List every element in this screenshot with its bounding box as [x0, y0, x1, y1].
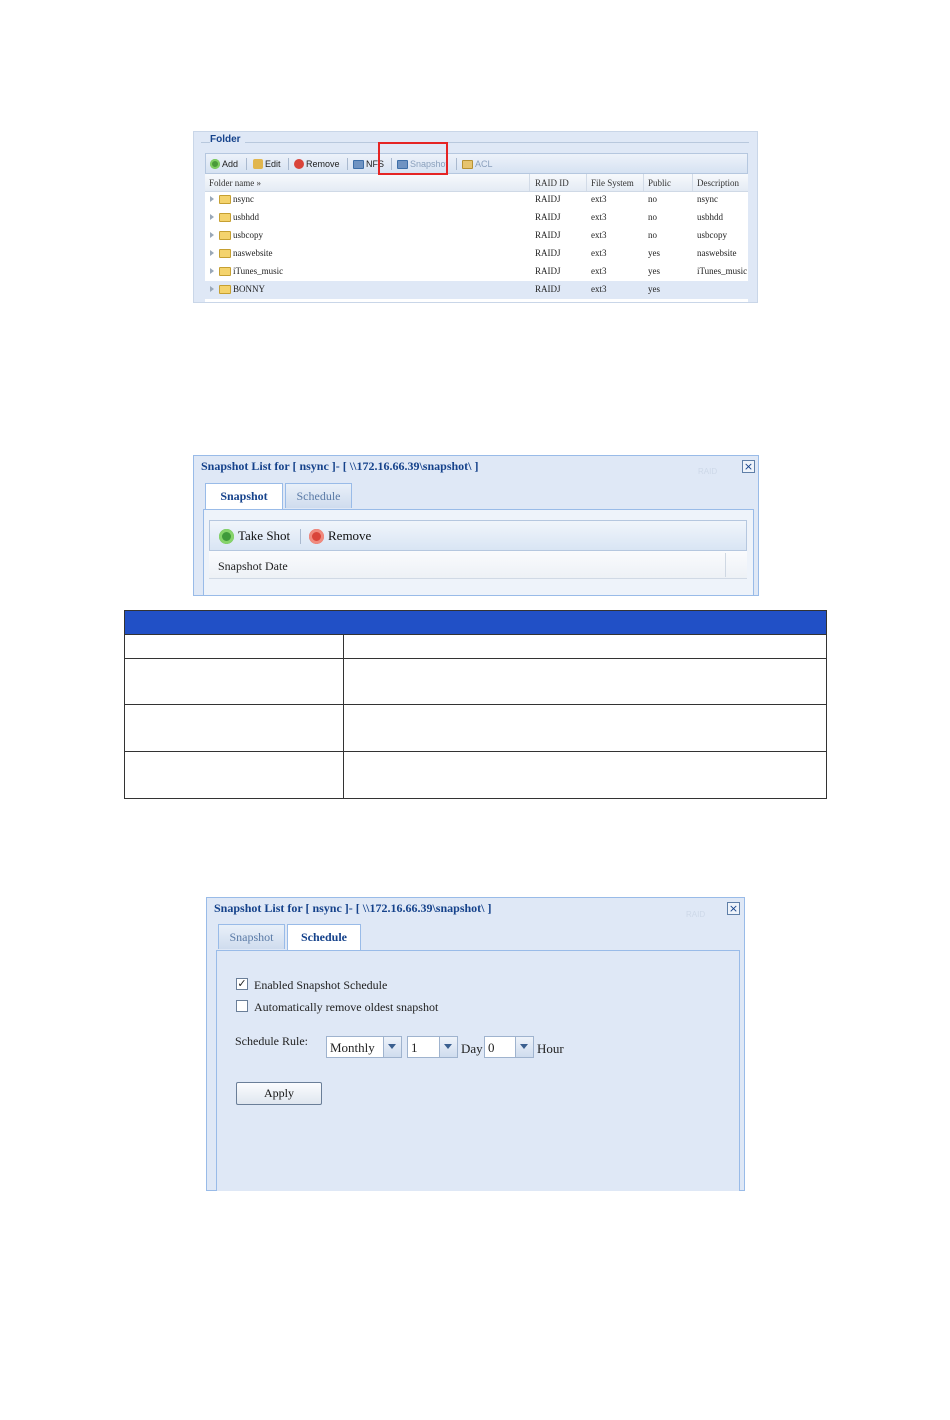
add-button[interactable] — [210, 157, 238, 171]
table-column-rule — [343, 634, 344, 798]
expand-arrow-icon[interactable] — [210, 268, 214, 274]
acl-button[interactable] — [462, 157, 493, 171]
expand-arrow-icon[interactable] — [210, 232, 214, 238]
remove-icon — [294, 159, 304, 169]
remove-icon — [309, 529, 324, 544]
folder-toolbar — [205, 153, 748, 174]
file-system: ext3 — [591, 230, 607, 240]
public: no — [648, 194, 657, 204]
snapshot-label: Snapshot — [410, 159, 449, 169]
file-system: ext3 — [591, 248, 607, 258]
add-label: Add — [222, 159, 239, 169]
hour-label: Hour — [537, 1041, 564, 1056]
remove-label: Remove — [306, 159, 340, 169]
folder-panel-title: Folder — [210, 134, 245, 145]
column-divider — [586, 174, 587, 191]
tab-schedule[interactable]: Schedule — [285, 483, 352, 508]
column-divider — [692, 174, 693, 191]
chevron-down-icon[interactable] — [439, 1037, 457, 1057]
remove-button[interactable] — [294, 157, 340, 171]
file-system: ext3 — [591, 212, 607, 222]
folder-row[interactable] — [205, 191, 748, 209]
folder-icon — [219, 213, 231, 222]
add-icon — [219, 529, 234, 544]
column-header-raid-id[interactable]: RAID ID — [535, 178, 569, 188]
edit-icon — [253, 159, 263, 169]
close-icon[interactable]: × — [728, 902, 739, 915]
ghost-text: RAID — [686, 910, 706, 919]
chevron-down-icon[interactable] — [383, 1037, 401, 1057]
ghost-text: RAID — [698, 467, 718, 476]
folder-icon — [219, 285, 231, 294]
nfs-icon — [353, 160, 364, 169]
acl-label: ACL — [475, 159, 493, 169]
folder-name: BONNY — [233, 284, 266, 294]
period-select[interactable] — [326, 1036, 402, 1058]
public: yes — [648, 284, 660, 294]
tab-strip — [216, 924, 740, 951]
auto-remove-label: Automatically remove oldest snapshot — [254, 1000, 439, 1014]
nfs-label: NFS — [366, 159, 384, 169]
folder-name: nsync — [233, 194, 254, 204]
description: nsync — [697, 194, 718, 204]
table-rule — [124, 704, 827, 705]
enable-schedule-checkbox[interactable]: ✓ — [237, 977, 247, 990]
tab-snapshot[interactable]: Snapshot — [218, 924, 285, 949]
snapshot-grid-header — [209, 551, 747, 579]
period-value: Monthly — [330, 1040, 375, 1055]
column-header-public[interactable]: Public — [648, 178, 672, 188]
chevron-down-icon[interactable] — [515, 1037, 533, 1057]
column-header-snapshot-date[interactable]: Snapshot Date — [218, 559, 288, 573]
expand-arrow-icon[interactable] — [210, 286, 214, 292]
toolbar-separator — [456, 158, 457, 170]
table-rule — [124, 634, 827, 635]
folder-name: usbcopy — [233, 230, 263, 240]
window-title: Snapshot List for [ nsync ]- [ \\172.16.66.39\snapshot\ ] — [214, 901, 492, 915]
folder-icon — [219, 249, 231, 258]
toolbar-separator — [288, 158, 289, 170]
public: yes — [648, 266, 660, 276]
file-system: ext3 — [591, 194, 607, 204]
raid-id: RAIDJ — [535, 248, 561, 258]
description: naswebsite — [697, 248, 737, 258]
enable-schedule-label: Enabled Snapshot Schedule — [254, 978, 388, 992]
close-icon[interactable]: × — [743, 460, 754, 473]
table-rule — [124, 751, 827, 752]
folder-row[interactable] — [205, 245, 748, 263]
folder-row[interactable] — [205, 263, 748, 281]
day-value: 1 — [411, 1040, 418, 1055]
toolbar-separator — [300, 529, 301, 544]
public: no — [648, 230, 657, 240]
raid-id: RAIDJ — [535, 284, 561, 294]
tab-snapshot[interactable]: Snapshot — [205, 483, 283, 509]
day-select[interactable] — [407, 1036, 458, 1058]
auto-remove-checkbox[interactable] — [236, 1000, 248, 1012]
folder-row[interactable] — [205, 209, 748, 227]
column-header-file-system[interactable]: File System — [591, 178, 634, 188]
raid-id: RAIDJ — [535, 194, 561, 204]
schedule-rule-label: Schedule Rule: — [235, 1034, 308, 1048]
day-label: Day — [461, 1041, 483, 1056]
column-header-folder-name[interactable]: Folder name » — [209, 178, 261, 188]
file-system: ext3 — [591, 266, 607, 276]
take-shot-label: Take Shot — [238, 528, 291, 543]
description: usbhdd — [697, 212, 724, 222]
tab-schedule[interactable]: Schedule — [287, 924, 361, 950]
edit-label: Edit — [265, 159, 281, 169]
folder-icon — [219, 267, 231, 276]
column-header-description[interactable]: Description — [697, 178, 739, 188]
remove-label: Remove — [328, 528, 372, 543]
folder-row-selected[interactable] — [205, 281, 748, 299]
column-divider — [643, 174, 644, 191]
apply-button[interactable]: Apply — [236, 1082, 322, 1105]
folder-name: iTunes_music — [233, 266, 284, 276]
folder-icon — [219, 195, 231, 204]
folder-icon — [219, 231, 231, 240]
column-divider — [725, 553, 726, 577]
hour-value: 0 — [488, 1040, 495, 1055]
expand-arrow-icon[interactable] — [210, 250, 214, 256]
raid-id: RAIDJ — [535, 212, 561, 222]
edit-button[interactable] — [253, 157, 281, 171]
tab-strip — [203, 483, 754, 510]
snapshot-highlight-box — [378, 142, 448, 175]
table-rule — [124, 658, 827, 659]
window-title: Snapshot List for [ nsync ]- [ \\172.16.66.39\snapshot\ ] — [201, 459, 479, 473]
folder-name: usbhdd — [233, 212, 260, 222]
toolbar-separator — [347, 158, 348, 170]
take-shot-button[interactable] — [219, 528, 290, 544]
folder-name: naswebsite — [233, 248, 273, 258]
description-table-header — [125, 611, 826, 634]
toolbar-separator — [246, 158, 247, 170]
add-icon — [210, 159, 220, 169]
public: yes — [648, 248, 660, 258]
file-system: ext3 — [591, 284, 607, 294]
description: iTunes_music — [697, 266, 748, 276]
folder-fieldset-line — [201, 142, 749, 143]
snapshot-toolbar — [209, 520, 747, 551]
raid-id: RAIDJ — [535, 266, 561, 276]
description: usbcopy — [697, 230, 727, 240]
public: no — [648, 212, 657, 222]
acl-icon — [462, 160, 473, 169]
expand-arrow-icon[interactable] — [210, 196, 214, 202]
remove-snapshot-button[interactable] — [309, 528, 371, 544]
raid-id: RAIDJ — [535, 230, 561, 240]
folder-row[interactable] — [205, 227, 748, 245]
column-divider — [529, 174, 530, 191]
hour-select[interactable] — [484, 1036, 534, 1058]
expand-arrow-icon[interactable] — [210, 214, 214, 220]
